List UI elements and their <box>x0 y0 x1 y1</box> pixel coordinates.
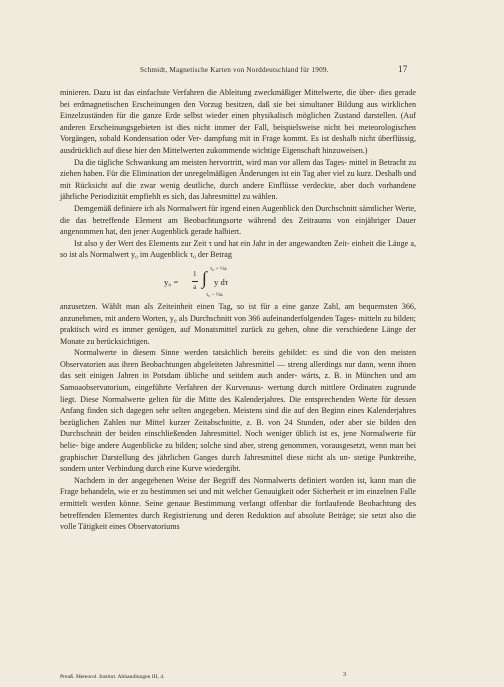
integral-sign: ∫ <box>202 267 207 288</box>
integral-lower-limit: τ₀ − ½a <box>206 291 223 298</box>
paragraph: anzusetzen. Wählt man als Zeiteinheit einen Tag, so ist für a eine ganze Zahl, am bequemsten 366, anzunehmen, mit andern Worten, y₀ als Durchschnitt von 366 aufeinanderfolgenden Tages- mitteln zu bilden; praktisch wird es immer genügen, auf Monatsmittel zurück zu gehen, ohne die verschiedene Länge der Monate zu berücksichtigen. <box>60 301 416 346</box>
fraction-denominator: a <box>193 282 197 291</box>
normal-value-formula <box>60 263 416 299</box>
paragraph: Ist also y der Wert des Elements zur Zeit τ und hat ein Jahr in der angewandten Zeit- einheit die Länge a, so ist als Normalwert y₀ im Augenblick τ₀ der Betrag <box>60 238 416 260</box>
paragraph: Da die tägliche Schwankung am meisten hervortritt, wird man vor allem das Tages- mittel in Betracht zu ziehen haben. Für die Elimination der unregelmäßigen Änderungen ist ein Tag aber viel zu kurz. Deshalb und mit Rücksicht auf die zwar wenig deutliche, durch andere Einflüsse verdeckte, aber doch vorhandene jährliche Periodizität empfiehlt es sich, das Jahresmittel zu wählen. <box>60 157 416 202</box>
paragraph: Normalwerte in diesem Sinne werden tatsächlich bereits gebildet: es sind die von den meisten Observatorien aus ihren Beobachtungen abgeleiteten Jahresmittel — streng allerdings nur dann, wenn ihnen das seit einigen Jahren in Potsdam übliche und seitdem auch ander- wärts, z. B. in München und am Samoaobservatorium, eingeführte Verfahren der Kurvenaus- wertung durch mittlere Ordinaten zugrunde liegt. Diese Normalwerte gelten für die Mitte des Kalenderjahres. Die entsprechenden Werte für dessen Anfang finden sich dagegen sehr selten angegeben. Meistens sind die auf den Beginn eines Kalenderjahres bezüglichen Zahlen nur Mittel kurzer Zeitabschnitte, z. B. von 24 Stunden, oder aber sie bilden den Durchschnitt der beiden einschließenden Jahresmittel. Noch weniger üblich ist es, jene Normalwerte für belie- bige andere Augenblicke zu bilden; solche sind aber, streng genommen, vorausgesetzt, wenn man bei graphischer Darstellung des jährlichen Ganges durch Jahresmittel diese nicht als un- stetige Punktreihe, sondern unter Verbindung durch eine Kurve wiedergibt. <box>60 348 417 474</box>
fraction-numerator: 1 <box>192 269 198 282</box>
running-header <box>0 66 504 78</box>
paragraph: minieren. Dazu ist das einfachste Verfahren die Ableitung zweckmäßiger Mittelwerte, die über- dies gerade bei erdmagnetischen Erscheinungen den Vorzug besitzen, daß sie bei simultaner Bildung aus wirklichen Einzelzuständen für die ganze Erde selbst wieder einen physikalisch möglichen Zustand darstellen. (Auf anderen Erscheinungsgebieten ist dies nicht immer der Fall, beispielsweise nicht bei meteorologischen Vorgängen, sobald Kondensation oder Ver- dampfung mit in Frage kommt. Es ist deshalb nicht überflüssig, ausdrücklich auf diese hier den Mittelwerten zukommende wichtige Eigenschaft hinzuweisen.) <box>60 88 417 155</box>
running-title: Schmidt, Magnetische Karten von Norddeutschland für 1909. <box>140 66 329 74</box>
formula-fraction <box>192 269 198 293</box>
body-text <box>60 87 416 533</box>
paragraph: Nachdem in der angegebenen Weise der Begriff des Normalwerts definiert worden ist, kann man die Frage behandeln, wie er zu bestimmen sei und mit welcher Genauigkeit oder Sicherheit er im einzelnen Falle ermittelt werden könne. Seine genaue Bestimmung verlangt offenbar die fortlaufende Beobachtung des betreffenden Elementes durch Registrierung und deren Reduktion auf absolute Beträge; sie setzt also die volle Tätigkeit eines Observatoriums <box>60 475 416 532</box>
signature-mark: 3 <box>343 671 347 678</box>
integral-upper-limit: τ₀ + ½a <box>210 265 227 272</box>
formula-lhs: y₀ = <box>164 276 179 287</box>
series-note: Preuß. Meteorol. Institut. Abhandlungen III, 4. <box>60 674 165 680</box>
page-number: 17 <box>398 64 408 74</box>
integrand: y dτ <box>214 276 229 287</box>
paragraph: Demgemäß definiere ich als Normalwert für irgend einen Augenblick den Durchschnitt sämtlicher Werte, die das betreffende Element am Beobachtungsorte während des Zeitraums von einjähriger Dauer angenommen hat, den jener Augenblick gerade halbiert. <box>60 203 416 237</box>
